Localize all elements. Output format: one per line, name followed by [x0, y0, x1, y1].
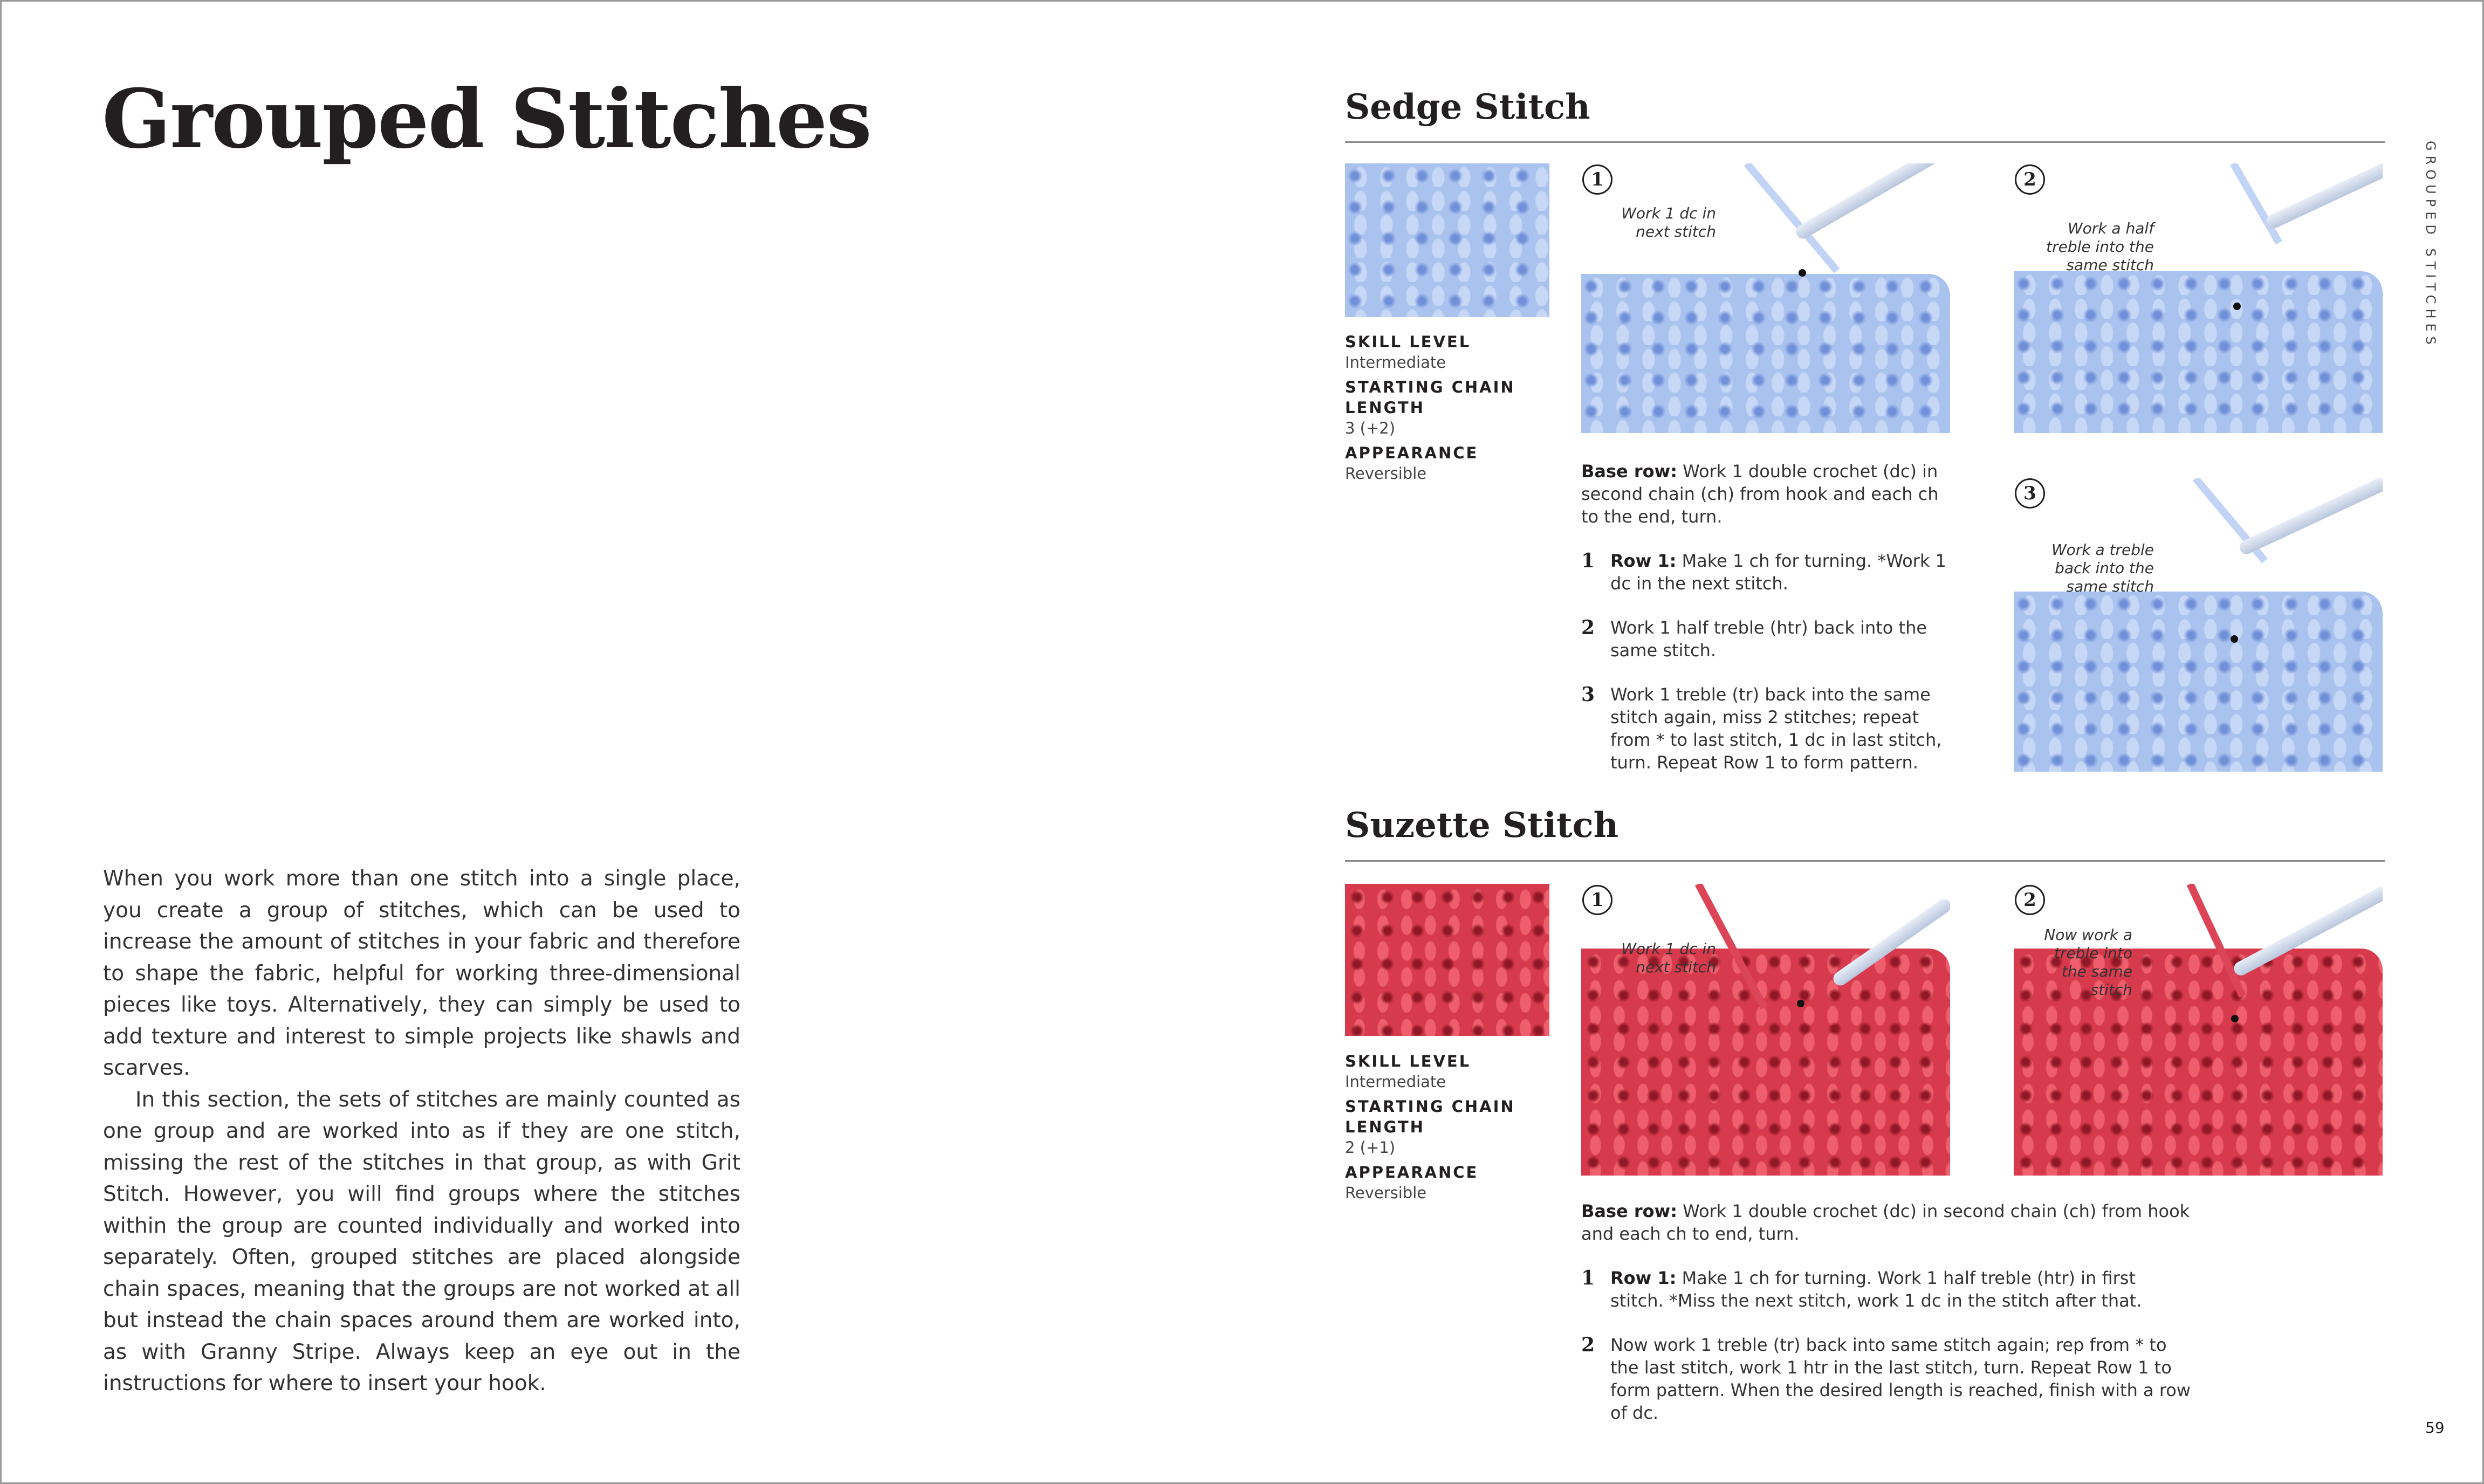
chain-value: 3 (+2)	[1345, 419, 1396, 437]
hook-icon	[1794, 163, 1950, 241]
appearance-value: Reversible	[1345, 464, 1427, 483]
photo-callout: Work a half treble into the same stitch	[2046, 219, 2154, 274]
instruction-step	[1581, 1267, 2191, 1312]
pointer-dot	[2231, 635, 2238, 643]
skill-value: Intermediate	[1345, 1073, 1446, 1091]
intro-text	[103, 863, 740, 1400]
step-text: Make 1 ch for turning. Work 1 half treble (htr) in first stitch. *Miss the next stitch, work 1 dc in the stitch after that.	[1610, 1268, 2142, 1311]
pointer-dot	[2231, 1015, 2239, 1022]
base-row-label: Base row:	[1581, 1201, 1677, 1221]
suzette-step2-photo	[2014, 884, 2383, 1176]
section-title-sedge: Sedge Stitch	[1345, 87, 1590, 127]
photo-callout: Work a treble back into the same stitch	[2051, 541, 2154, 595]
row-label: Row 1:	[1610, 551, 1677, 571]
page-number: 59	[2425, 1419, 2445, 1437]
instruction-step	[1581, 1334, 2191, 1424]
base-row-label: Base row:	[1581, 461, 1677, 482]
instruction-step	[1581, 549, 1953, 595]
sedge-step1-photo	[1581, 163, 1950, 433]
row-label: Row 1:	[1610, 1268, 1677, 1288]
suzette-step1-photo	[1581, 884, 1950, 1176]
page-title: Grouped Stitches	[102, 72, 871, 167]
photo-callout: Work 1 dc in next stitch	[1621, 940, 1716, 976]
step-text: Work 1 half treble (htr) back into the same stitch.	[1610, 617, 1927, 661]
sedge-info	[1345, 332, 1550, 488]
step-text: Work 1 treble (tr) back into the same stitch again, miss 2 stitches; repeat from * to last stitch, 1 dc in last stitch, turn. Repeat Row 1 to form pattern.	[1610, 684, 1942, 773]
step-text: Now work 1 treble (tr) back into same stitch again; rep from * to the last stitch, work 1 htr in the last stitch, turn. Repeat Row 1 to form pattern. When the desired length is reached, finish with a row of dc.	[1610, 1335, 2191, 1423]
photo-callout: Work 1 dc in next stitch	[1621, 204, 1716, 241]
step-number: 3	[1581, 683, 1595, 706]
photo-callout: Now work a treble into the same stitch	[2044, 926, 2132, 999]
fabric-image	[1581, 274, 1950, 433]
sedge-step2-photo	[2014, 163, 2383, 433]
yarn-strand	[2230, 163, 2282, 245]
instruction-step	[1581, 683, 1953, 774]
pointer-dot	[1799, 269, 1806, 277]
yarn-strand	[2193, 478, 2268, 564]
pointer-dot	[1797, 1000, 1804, 1007]
step-number-badge: 3	[2015, 478, 2045, 509]
sedge-step3-photo	[2014, 478, 2383, 772]
base-row-text: Work 1 double crochet (dc) in second chain (ch) from hook and each ch to the end, turn.	[1581, 461, 1939, 527]
instruction-step	[1581, 616, 1953, 662]
intro-paragraph: When you work more than one stitch into a single place, you create a group of stitches, which can be used to increase the amount of stitches in your fabric and therefore to shape the fabric, helpful for working three-dimensional pieces like toys. Alternatively, they can simply be used to add texture and interest to simple projects like shawls and scarves.	[103, 867, 740, 1080]
skill-label: SKILL LEVEL	[1345, 333, 1471, 351]
step-number: 1	[1581, 1267, 1595, 1289]
sedge-instructions	[1581, 460, 1953, 774]
chain-label: STARTING CHAIN LENGTH	[1345, 1097, 1515, 1136]
pointer-dot	[2233, 303, 2241, 310]
appearance-label: APPEARANCE	[1345, 1163, 1479, 1181]
fabric-image	[1581, 949, 1950, 1176]
skill-value: Intermediate	[1345, 353, 1446, 372]
section-side-label: GROUPED STITCHES	[2423, 141, 2438, 349]
step-number-badge: 1	[1582, 885, 1612, 915]
step-number-badge: 2	[2015, 885, 2045, 915]
base-row-text: Work 1 double crochet (dc) in second chain (ch) from hook and each ch to end, turn.	[1581, 1201, 2190, 1244]
step-number: 2	[1581, 616, 1595, 639]
hook-icon	[2238, 478, 2383, 556]
suzette-swatch-image	[1345, 884, 1549, 1036]
step-number: 1	[1581, 549, 1595, 572]
intro-paragraph: In this section, the sets of stitches are mainly counted as one group and are worked into as if they are one stitch, missing the rest of the stitches in that group, as with Grit Stitch. However, you will find groups where the stitches within the group are counted individually and worked into separately. Often, grouped stitches are placed alongside chain spaces, meaning that the groups are not worked at all but instead the chain spaces around them are worked into, as with Granny Stripe. Always keep an eye out in the instructions for where to insert your hook.	[103, 1087, 740, 1396]
skill-label: SKILL LEVEL	[1345, 1052, 1471, 1070]
step-number-badge: 2	[2015, 164, 2045, 195]
step-number: 2	[1581, 1334, 1595, 1356]
fabric-image	[2014, 592, 2383, 772]
step-number-badge: 1	[1582, 164, 1612, 195]
sedge-swatch-image	[1345, 163, 1549, 317]
chain-value: 2 (+1)	[1345, 1138, 1396, 1157]
appearance-label: APPEARANCE	[1345, 444, 1479, 462]
fabric-image	[2014, 271, 2383, 433]
appearance-value: Reversible	[1345, 1184, 1427, 1202]
divider	[1345, 860, 2385, 862]
suzette-instructions	[1581, 1200, 2191, 1424]
divider	[1345, 141, 2385, 143]
hook-icon	[2265, 163, 2383, 231]
chain-label: STARTING CHAIN LENGTH	[1345, 378, 1515, 417]
section-title-suzette: Suzette Stitch	[1345, 805, 1619, 846]
step-text: Make 1 ch for turning. *Work 1 dc in the next stitch.	[1610, 551, 1946, 594]
suzette-info	[1345, 1051, 1550, 1207]
